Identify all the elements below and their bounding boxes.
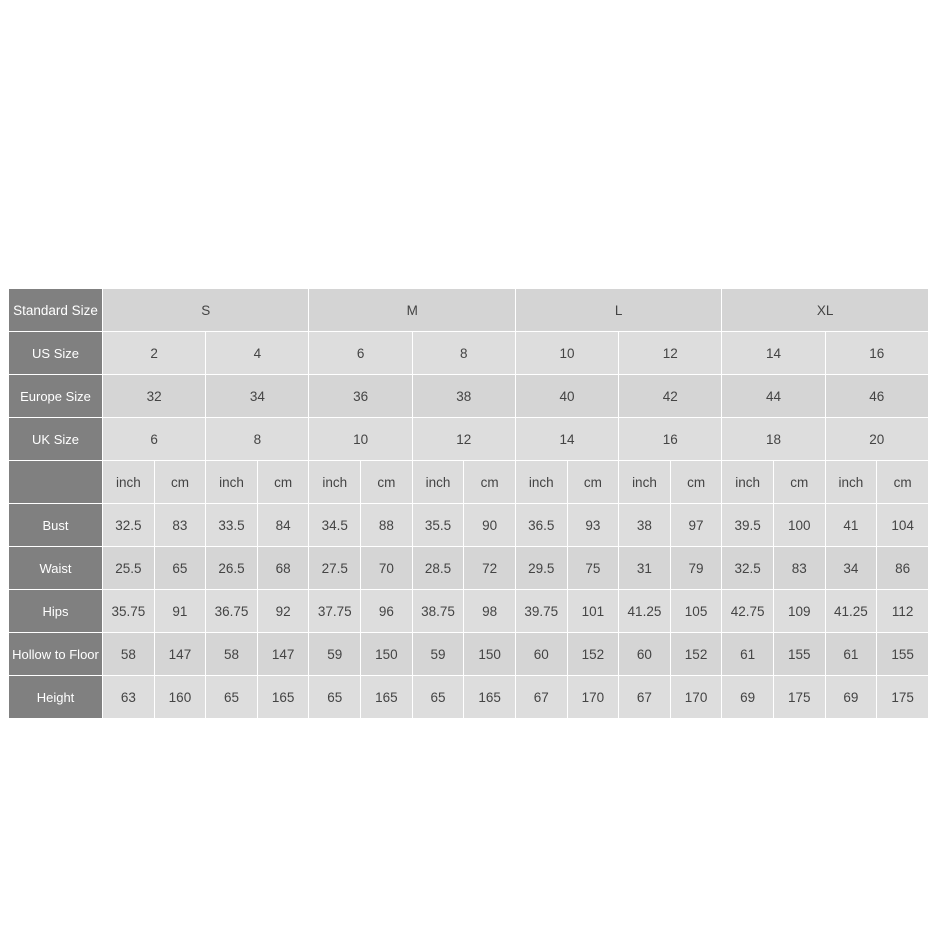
hollow-to-floor-value: 59: [309, 633, 361, 676]
height-value: 69: [825, 676, 877, 719]
height-value: 67: [515, 676, 567, 719]
waist-value: 72: [464, 547, 516, 590]
us-size-value: 12: [619, 332, 722, 375]
europe-size-value: 46: [825, 375, 928, 418]
unit-cell: inch: [515, 461, 567, 504]
waist-value: 29.5: [515, 547, 567, 590]
bust-value: 93: [567, 504, 619, 547]
hips-value: 91: [154, 590, 206, 633]
hollow-to-floor-value: 150: [361, 633, 413, 676]
waist-value: 75: [567, 547, 619, 590]
bust-value: 39.5: [722, 504, 774, 547]
hips-value: 105: [670, 590, 722, 633]
us-size-value: 16: [825, 332, 928, 375]
height-value: 165: [361, 676, 413, 719]
europe-size-value: 40: [515, 375, 618, 418]
table-row-uk-size: [9, 418, 929, 461]
hollow-to-floor-value: 61: [722, 633, 774, 676]
waist-value: 79: [670, 547, 722, 590]
hollow-to-floor-value: 150: [464, 633, 516, 676]
europe-size-value: 32: [103, 375, 206, 418]
standard-size-s: S: [103, 289, 309, 332]
row-label-height: Height: [9, 676, 103, 719]
height-value: 165: [464, 676, 516, 719]
table-row-waist: [9, 547, 929, 590]
height-value: 170: [670, 676, 722, 719]
hollow-to-floor-value: 61: [825, 633, 877, 676]
height-value: 69: [722, 676, 774, 719]
table-row-standard-size: [9, 289, 929, 332]
europe-size-value: 44: [722, 375, 825, 418]
waist-value: 70: [361, 547, 413, 590]
unit-cell: inch: [206, 461, 258, 504]
waist-value: 27.5: [309, 547, 361, 590]
europe-size-value: 36: [309, 375, 412, 418]
unit-cell: cm: [670, 461, 722, 504]
unit-cell: inch: [619, 461, 671, 504]
height-value: 175: [877, 676, 929, 719]
hollow-to-floor-value: 155: [773, 633, 825, 676]
uk-size-value: 20: [825, 418, 928, 461]
uk-size-value: 8: [206, 418, 309, 461]
table-row-height: [9, 676, 929, 719]
height-value: 170: [567, 676, 619, 719]
unit-cell: cm: [464, 461, 516, 504]
waist-value: 86: [877, 547, 929, 590]
bust-value: 90: [464, 504, 516, 547]
row-label-standard-size: Standard Size: [9, 289, 103, 332]
standard-size-xl: XL: [722, 289, 929, 332]
height-value: 160: [154, 676, 206, 719]
bust-value: 33.5: [206, 504, 258, 547]
unit-cell: cm: [257, 461, 309, 504]
unit-cell: cm: [361, 461, 413, 504]
hips-value: 98: [464, 590, 516, 633]
hips-value: 36.75: [206, 590, 258, 633]
us-size-value: 8: [412, 332, 515, 375]
row-label-hips: Hips: [9, 590, 103, 633]
us-size-value: 10: [515, 332, 618, 375]
height-value: 63: [103, 676, 155, 719]
europe-size-value: 38: [412, 375, 515, 418]
waist-value: 83: [773, 547, 825, 590]
europe-size-value: 34: [206, 375, 309, 418]
row-label-units: [9, 461, 103, 504]
uk-size-value: 12: [412, 418, 515, 461]
row-label-europe-size: Europe Size: [9, 375, 103, 418]
hips-value: 39.75: [515, 590, 567, 633]
table-row-bust: [9, 504, 929, 547]
bust-value: 88: [361, 504, 413, 547]
hips-value: 41.25: [619, 590, 671, 633]
table-row-hips: [9, 590, 929, 633]
hips-value: 112: [877, 590, 929, 633]
hips-value: 101: [567, 590, 619, 633]
row-label-us-size: US Size: [9, 332, 103, 375]
waist-value: 26.5: [206, 547, 258, 590]
bust-value: 83: [154, 504, 206, 547]
table-row-hollow-to-floor: [9, 633, 929, 676]
row-label-waist: Waist: [9, 547, 103, 590]
waist-value: 31: [619, 547, 671, 590]
bust-value: 35.5: [412, 504, 464, 547]
row-label-hollow-to-floor: Hollow to Floor: [9, 633, 103, 676]
uk-size-value: 6: [103, 418, 206, 461]
table-row-units: [9, 461, 929, 504]
us-size-value: 4: [206, 332, 309, 375]
bust-value: 38: [619, 504, 671, 547]
height-value: 175: [773, 676, 825, 719]
bust-value: 97: [670, 504, 722, 547]
uk-size-value: 16: [619, 418, 722, 461]
hollow-to-floor-value: 58: [103, 633, 155, 676]
us-size-value: 6: [309, 332, 412, 375]
bust-value: 36.5: [515, 504, 567, 547]
bust-value: 100: [773, 504, 825, 547]
standard-size-m: M: [309, 289, 515, 332]
unit-cell: inch: [103, 461, 155, 504]
height-value: 65: [412, 676, 464, 719]
hips-value: 109: [773, 590, 825, 633]
unit-cell: cm: [877, 461, 929, 504]
waist-value: 25.5: [103, 547, 155, 590]
unit-cell: inch: [722, 461, 774, 504]
hollow-to-floor-value: 60: [515, 633, 567, 676]
waist-value: 68: [257, 547, 309, 590]
hips-value: 96: [361, 590, 413, 633]
waist-value: 65: [154, 547, 206, 590]
row-label-bust: Bust: [9, 504, 103, 547]
height-value: 165: [257, 676, 309, 719]
height-value: 65: [206, 676, 258, 719]
unit-cell: inch: [309, 461, 361, 504]
hollow-to-floor-value: 152: [670, 633, 722, 676]
waist-value: 32.5: [722, 547, 774, 590]
height-value: 67: [619, 676, 671, 719]
hips-value: 38.75: [412, 590, 464, 633]
hips-value: 92: [257, 590, 309, 633]
hips-value: 37.75: [309, 590, 361, 633]
hollow-to-floor-value: 59: [412, 633, 464, 676]
hips-value: 35.75: [103, 590, 155, 633]
unit-cell: cm: [154, 461, 206, 504]
row-label-uk-size: UK Size: [9, 418, 103, 461]
uk-size-value: 14: [515, 418, 618, 461]
table-row-europe-size: [9, 375, 929, 418]
us-size-value: 2: [103, 332, 206, 375]
bust-value: 84: [257, 504, 309, 547]
bust-value: 41: [825, 504, 877, 547]
bust-value: 32.5: [103, 504, 155, 547]
unit-cell: inch: [412, 461, 464, 504]
europe-size-value: 42: [619, 375, 722, 418]
table-row-us-size: [9, 332, 929, 375]
hollow-to-floor-value: 152: [567, 633, 619, 676]
hollow-to-floor-value: 147: [257, 633, 309, 676]
bust-value: 34.5: [309, 504, 361, 547]
waist-value: 28.5: [412, 547, 464, 590]
uk-size-value: 10: [309, 418, 412, 461]
waist-value: 34: [825, 547, 877, 590]
bust-value: 104: [877, 504, 929, 547]
hollow-to-floor-value: 155: [877, 633, 929, 676]
us-size-value: 14: [722, 332, 825, 375]
hollow-to-floor-value: 60: [619, 633, 671, 676]
uk-size-value: 18: [722, 418, 825, 461]
standard-size-l: L: [515, 289, 721, 332]
hips-value: 41.25: [825, 590, 877, 633]
hips-value: 42.75: [722, 590, 774, 633]
unit-cell: cm: [773, 461, 825, 504]
height-value: 65: [309, 676, 361, 719]
unit-cell: inch: [825, 461, 877, 504]
hollow-to-floor-value: 147: [154, 633, 206, 676]
unit-cell: cm: [567, 461, 619, 504]
size-chart-table: [8, 288, 929, 719]
hollow-to-floor-value: 58: [206, 633, 258, 676]
